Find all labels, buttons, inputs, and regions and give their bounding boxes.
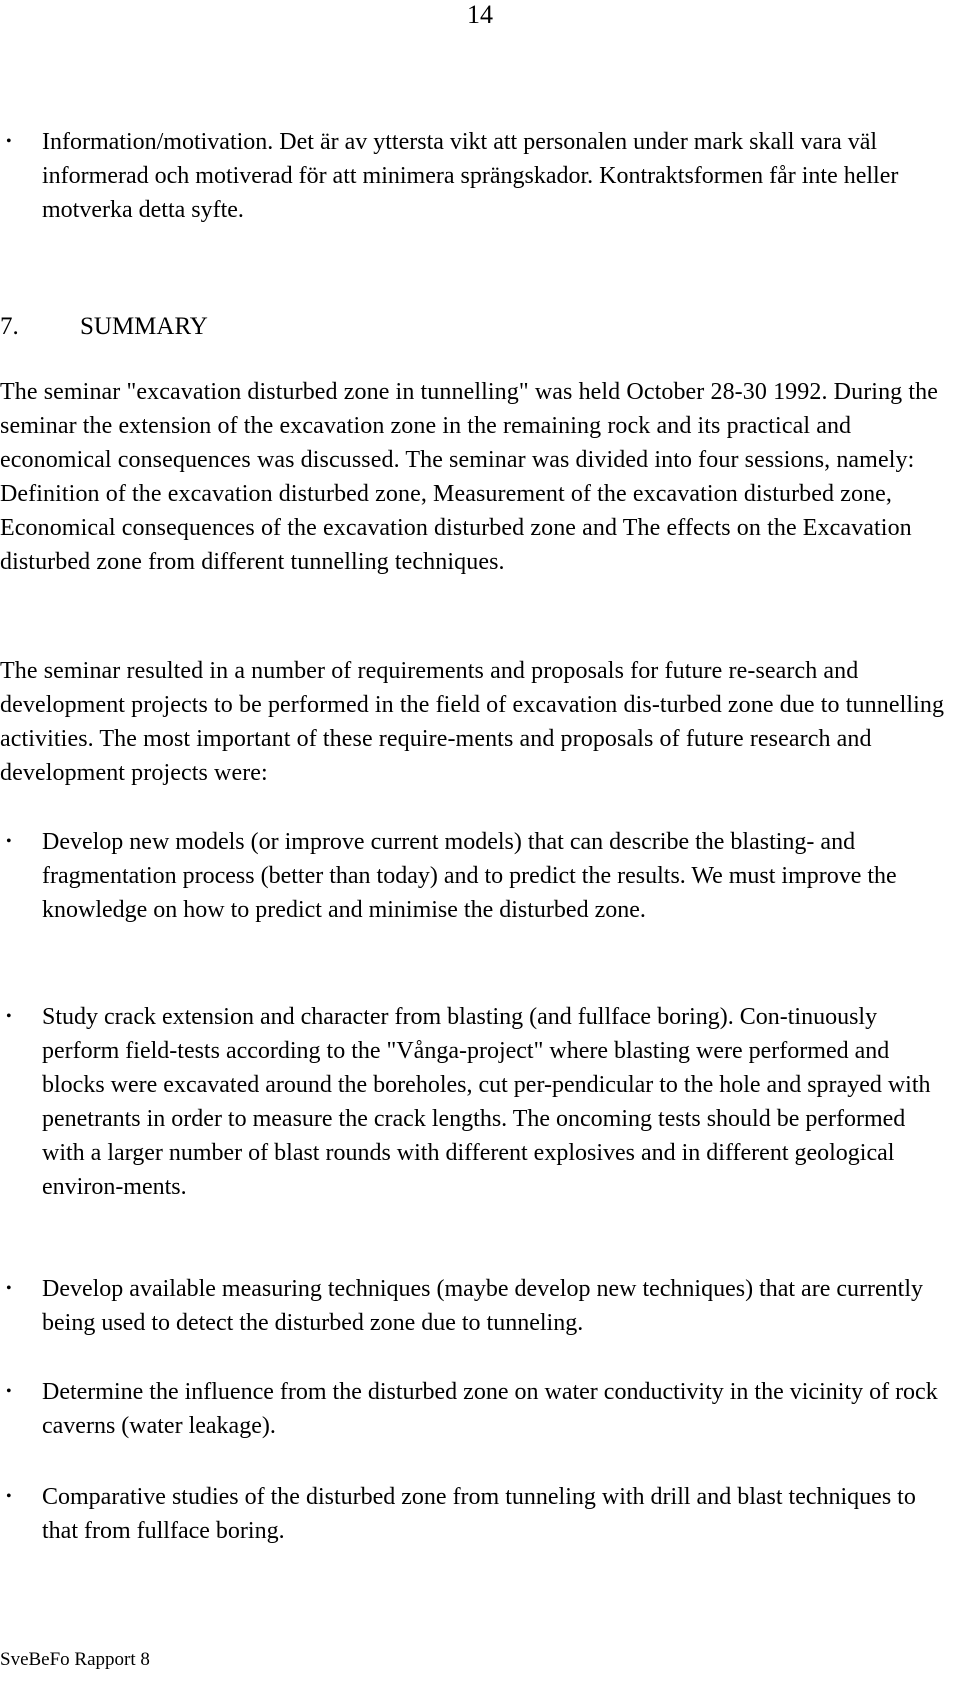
bullet-icon: • — [6, 1488, 12, 1505]
bullet-text: Study crack extension and character from blasting (and fullface boring). Con-tinuously perform field-tests according to the "Vånga-project" where blasting were performed and blocks were excavated around the boreholes, cut per-pendicular to the hole and sprayed with penetrants in order to measure the crack lengths. The oncoming tests should be performed with a larger number of blast rounds with different explosives and in different geological environ-ments. — [42, 1004, 931, 1200]
bullet-text: Information/motivation. Det är av yttersta vikt att personalen under mark skall vara väl informerad och motiverad för att minimera sprängskador. Kontraktsformen får inte heller motverka detta syfte. — [42, 129, 899, 223]
bullet-text: Determine the influence from the disturbed zone on water conductivity in the vicinity of rock caverns (water leakage). — [42, 1379, 938, 1439]
bullet-icon: • — [6, 133, 12, 150]
bullet-text: Comparative studies of the disturbed zone from tunneling with drill and blast techniques to that from fullface boring. — [42, 1484, 916, 1544]
page-number: 14 — [467, 0, 493, 29]
bullet-icon: • — [6, 833, 12, 850]
paragraph: The seminar resulted in a number of requirements and proposals for future re-search and development projects to be performed in the field of excavation dis-turbed zone due to tunnelling activities. The most important of these require-ments and proposals of future research and development projects were: — [0, 658, 945, 786]
footer-text: SveBeFo Rapport 8 — [0, 1649, 150, 1670]
bullet-icon: • — [6, 1280, 12, 1297]
bullet-icon: • — [6, 1008, 12, 1025]
section-title: SUMMARY — [80, 313, 208, 340]
section-heading — [0, 310, 900, 344]
bullet-icon: • — [6, 1383, 12, 1400]
bullet-text: Develop new models (or improve current models) that can describe the blasting- and fragmentation process (better than today) and to predict the results. We must improve the knowledge on how to predict and minimise the disturbed zone. — [42, 829, 897, 923]
section-number: 7. — [0, 313, 19, 340]
paragraph: The seminar "excavation disturbed zone in tunnelling" was held October 28-30 1992. During the seminar the extension of the excavation zone in the remaining rock and its practical and economical consequences was discussed. The seminar was divided into four sessions, namely: Definition of the excavation disturbed zone, Measurement of the excavation disturbed zone, Economical consequences of the excavation disturbed zone and The effects on the Excavation disturbed zone from different tunnelling techniques. — [0, 379, 938, 575]
bullet-text: Develop available measuring techniques (maybe develop new techniques) that are currently being used to detect the disturbed zone due to tunneling. — [42, 1276, 923, 1336]
